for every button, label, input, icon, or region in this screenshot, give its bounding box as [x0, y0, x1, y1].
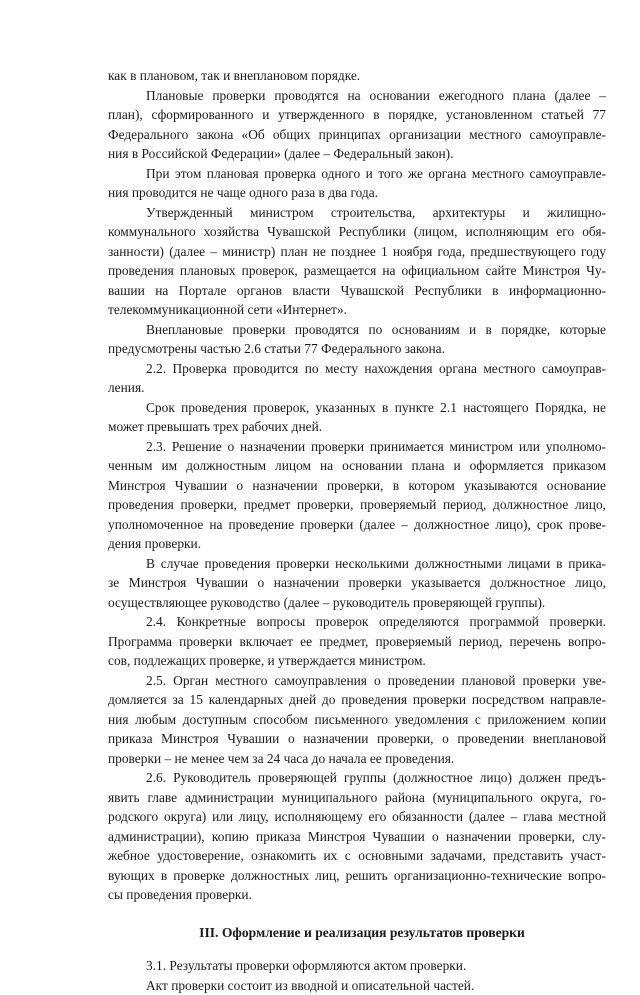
- text-line: предусмотрены частью 2.6 статьи 77 Федерального закона.: [108, 339, 606, 359]
- text-line: коммунального хозяйства Чувашской Республики (лицом, исполняющим его обя-: [108, 222, 606, 242]
- text-line: как в плановом, так и внеплановом порядке.: [108, 66, 606, 86]
- text-line: проверки – не менее чем за 24 часа до начала ее проведения.: [108, 749, 606, 769]
- text-line: ния в Российской Федерации» (далее – Федеральный закон).: [108, 144, 606, 164]
- text-line: может превышать трех рабочих дней.: [108, 417, 606, 437]
- text-line: осуществляющее руководство (далее – руководитель проверяющей группы).: [108, 593, 606, 613]
- text-line: проведения проверки, предмет проверки, проверяемый период, должностное лицо,: [108, 495, 606, 515]
- text-line: Срок проведения проверок, указанных в пункте 2.1 настоящего Порядка, не: [108, 398, 606, 418]
- text-line: администрации), копию приказа Минстроя Чувашии о назначении проверки, слу-: [108, 827, 606, 847]
- text-line: дения проверки.: [108, 534, 606, 554]
- text-line: сы проведения проверки.: [108, 885, 606, 905]
- text-line: приказа Минстроя Чувашии о назначении проверки, о проведении внеплановой: [108, 729, 606, 749]
- paragraph: [108, 398, 606, 437]
- paragraph: [108, 66, 606, 86]
- text-line: ния проводится не чаще одного раза в два года.: [108, 183, 606, 203]
- text-line: вашии на Портале органов власти Чувашской Республики в информационно-: [108, 281, 606, 301]
- paragraph: [108, 86, 606, 164]
- text-line: проведения плановых проверок, размещается на официальном сайте Минстроя Чу-: [108, 261, 606, 281]
- paragraph: [108, 203, 606, 320]
- text-line: 2.4. Конкретные вопросы проверок определяются программой проверки.: [108, 612, 606, 632]
- text-line: телекоммуникационной сети «Интернет».: [108, 300, 606, 320]
- text-line: При этом плановая проверка одного и того же органа местного самоуправле-: [108, 164, 606, 184]
- text-line: 2.5. Орган местного самоуправления о проведении плановой проверки уве-: [108, 671, 606, 691]
- text-line: сов, подлежащих проверке, и утверждается министром.: [108, 651, 606, 671]
- text-line: ления.: [108, 378, 606, 398]
- text-line: Утвержденный министром строительства, архитектуры и жилищно-: [108, 203, 606, 223]
- text-line: домляется за 15 календарных дней до проведения проверки посредством направле-: [108, 690, 606, 710]
- text-line: родского округа) или лицу, исполняющему его обязанности (далее – глава местной: [108, 807, 606, 827]
- text-line: Плановые проверки проводятся на основании ежегодного плана (далее –: [108, 86, 606, 106]
- paragraph: [108, 359, 606, 398]
- text-line: В случае проведения проверки несколькими должностными лицами в прика-: [108, 554, 606, 574]
- text-line: зе Минстроя Чувашии о назначении проверки указывается должностное лицо,: [108, 573, 606, 593]
- paragraph: [108, 554, 606, 613]
- text-line: явить главе администрации муниципального района (муниципального округа, го-: [108, 788, 606, 808]
- text-line: Минстроя Чувашии о назначении проверки, в котором указываются основание: [108, 476, 606, 496]
- closing-text: [108, 956, 606, 995]
- paragraph: [108, 671, 606, 769]
- text-line: вующих в проверке должностных лиц, решить организационно-технические вопро-: [108, 866, 606, 886]
- text-line: Федерального закона «Об общих принципах организации местного самоуправле-: [108, 125, 606, 145]
- text-line: план), сформированного и утвержденного в порядке, установленном статьей 77: [108, 105, 606, 125]
- text-line: Внеплановые проверки проводятся по основаниям и в порядке, которые: [108, 320, 606, 340]
- text-line: занности) (далее – министр) план не позднее 1 ноября года, предшествующего году: [108, 242, 606, 262]
- text-line: 2.6. Руководитель проверяющей группы (должностное лицо) должен предъ-: [108, 768, 606, 788]
- text-line: 2.2. Проверка проводится по месту нахождения органа местного самоуправ-: [108, 359, 606, 379]
- paragraph: [108, 164, 606, 203]
- text-line: 3.1. Результаты проверки оформляются актом проверки.: [146, 956, 606, 976]
- section-heading: III. Оформление и реализация результатов проверки: [108, 923, 606, 943]
- paragraph: [108, 437, 606, 554]
- text-line: Программа проверки включает ее предмет, проверяемый период, перечень вопро-: [108, 632, 606, 652]
- body-text: [108, 66, 606, 905]
- text-line: ния любым доступным способом письменного уведомления с приложением копии: [108, 710, 606, 730]
- text-line: уполномоченное на проведение проверки (далее – должностное лицо), срок прове-: [108, 515, 606, 535]
- text-line: ченным им должностным лицом на основании плана и оформляется приказом: [108, 456, 606, 476]
- text-line: Акт проверки состоит из вводной и описательной частей.: [146, 976, 606, 995]
- text-line: жебное удостоверение, ознакомить их с основными задачами, представить участ-: [108, 846, 606, 866]
- paragraph: [108, 768, 606, 905]
- paragraph: [108, 320, 606, 359]
- paragraph: [108, 612, 606, 671]
- text-line: 2.3. Решение о назначении проверки принимается министром или уполномо-: [108, 437, 606, 457]
